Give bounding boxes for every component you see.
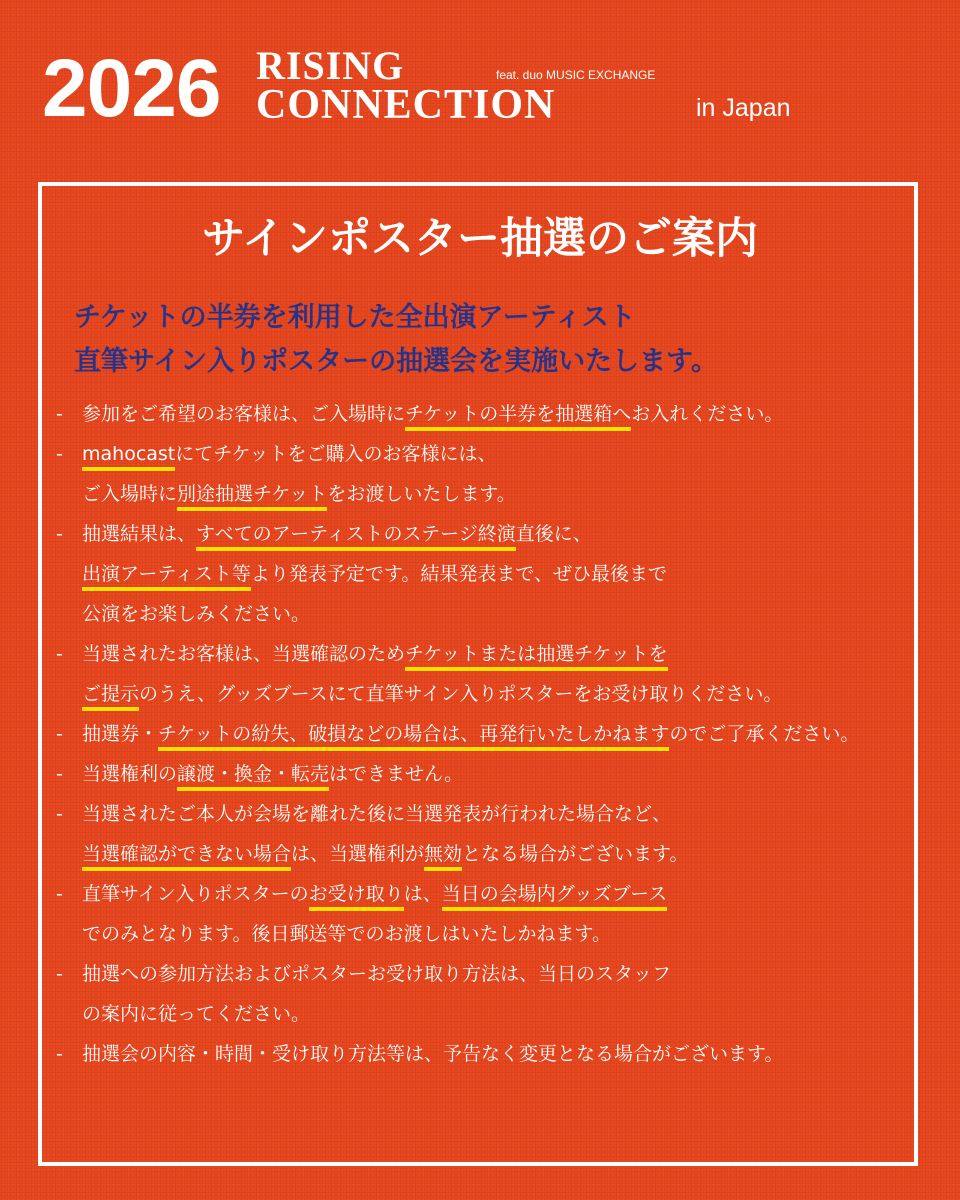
- text-segment: 抽選結果は、: [82, 523, 197, 545]
- notice-text: [82, 794, 910, 874]
- event-name-rising: RISING: [256, 43, 405, 88]
- notice-line: [82, 474, 910, 514]
- notice-line: [82, 874, 910, 914]
- notice-item: [50, 434, 910, 514]
- text-segment: をお渡しいたします。: [327, 483, 516, 505]
- bullet-dash: -: [56, 763, 63, 785]
- notice-line: [82, 554, 910, 594]
- notice-text: [82, 714, 910, 754]
- header: [0, 0, 960, 170]
- bullet-dash: -: [56, 723, 63, 745]
- bullet-dash: -: [56, 803, 63, 825]
- feat-label: feat. duo MUSIC EXCHANGE: [496, 68, 656, 82]
- notice-text: [82, 634, 910, 714]
- highlighted-text: 譲渡・換金・転売: [177, 763, 329, 791]
- notice-text: [82, 954, 910, 1034]
- notice-text: [82, 754, 910, 794]
- notice-list: [50, 394, 910, 1074]
- event-location: in Japan: [696, 94, 791, 122]
- subtitle-line: 直筆サイン入りポスターの抽選会を実施いたします。: [74, 346, 718, 377]
- notice-line: [82, 514, 910, 554]
- event-name-connection: CONNECTION: [256, 82, 556, 128]
- notice-item: [50, 634, 910, 714]
- page-title: サインポスター抽選のご案内: [202, 214, 758, 264]
- notice-item: [50, 754, 910, 794]
- text-segment: は、当選権利が: [291, 843, 425, 865]
- notice-line: [82, 394, 910, 434]
- notice-item: [50, 954, 910, 1034]
- notice-line: [82, 794, 910, 834]
- notice-item: [50, 514, 910, 634]
- text-segment: 公演をお楽しみください。: [82, 603, 311, 625]
- notice-line: [82, 994, 910, 1034]
- notice-item: [50, 794, 910, 874]
- highlighted-text: 無効: [424, 843, 462, 871]
- text-segment: より発表予定です。結果発表まで、ぜひ最後まで: [250, 563, 668, 585]
- highlighted-text: 当選確認ができない場合: [82, 843, 291, 871]
- highlighted-text: チケットの紛失、破損などの場合は、再発行いたしかねます: [158, 723, 669, 751]
- text-segment: のうえ、グッズブースにて直筆サイン入りポスターをお受け取りください。: [139, 683, 783, 705]
- bullet-dash: -: [56, 523, 63, 545]
- bullet-dash: -: [56, 883, 63, 905]
- notice-line: [82, 834, 910, 874]
- text-segment: 抽選券・: [82, 723, 159, 745]
- highlighted-text: ご提示: [82, 683, 139, 711]
- text-segment: 抽選への参加方法およびポスターお受け取り方法は、当日のスタッフ: [82, 963, 672, 985]
- text-segment: 直後に、: [515, 523, 592, 545]
- text-segment: 抽選会の内容・時間・受け取り方法等は、予告なく変更となる場合がございます。: [82, 1043, 784, 1065]
- text-segment: 直筆サイン入りポスターの: [82, 883, 309, 905]
- text-segment: 当選されたお客様は、当選確認のため: [82, 643, 406, 665]
- highlighted-text: 別途抽選チケット: [177, 483, 327, 511]
- notice-item: [50, 874, 910, 954]
- text-segment: となる場合がございます。: [462, 843, 689, 865]
- notice-text: [82, 514, 910, 634]
- text-segment: 参加をご希望のお客様は、ご入場時に: [82, 403, 406, 425]
- notice-line: [82, 1034, 910, 1074]
- text-segment: のでご了承ください。: [669, 723, 860, 745]
- notice-line: [82, 674, 910, 714]
- text-segment: の案内に従ってください。: [82, 1003, 311, 1025]
- notice-text: [82, 874, 910, 954]
- notice-line: [82, 634, 910, 674]
- notice-text: [82, 1034, 910, 1074]
- notice-line: [82, 754, 910, 794]
- highlighted-text: チケットの半券を抽選箱へ: [405, 403, 631, 431]
- highlighted-text: お受け取り: [309, 883, 404, 911]
- notice-line: [82, 714, 910, 754]
- notice-line: [82, 594, 910, 634]
- event-year: 2026: [42, 43, 221, 134]
- text-segment: にてチケットをご購入のお客様には、: [175, 443, 497, 465]
- text-segment: 当選されたご本人が会場を離れた後に当選発表が行われた場合など、: [82, 803, 672, 825]
- notice-line: [82, 914, 910, 954]
- text-segment: お入れください。: [631, 403, 784, 425]
- subtitle-line: チケットの半券を利用した全出演アーティスト: [74, 302, 636, 333]
- notice-item: [50, 714, 910, 754]
- bullet-dash: -: [56, 1043, 63, 1065]
- highlighted-text: 出演アーティスト等: [82, 563, 251, 591]
- highlighted-text: すべてのアーティストのステージ終演: [196, 523, 516, 551]
- text-segment: はできません。: [329, 763, 464, 785]
- notice-item: [50, 1034, 910, 1074]
- notice-item: [50, 394, 910, 434]
- highlighted-text: チケットまたは抽選チケットを: [405, 643, 668, 671]
- text-segment: は、: [403, 883, 442, 905]
- text-segment: ご入場時に: [82, 483, 178, 505]
- notice-line: [82, 434, 910, 474]
- notice-text: [82, 434, 910, 514]
- bullet-dash: -: [56, 963, 63, 985]
- highlighted-text: mahocast: [82, 443, 175, 471]
- bullet-dash: -: [56, 403, 63, 425]
- notice-line: [82, 954, 910, 994]
- notice-text: [82, 394, 910, 434]
- subtitle: [74, 296, 894, 384]
- bullet-dash: -: [56, 643, 63, 665]
- text-segment: でのみとなります。後日郵送等でのお渡しはいたしかねます。: [82, 923, 611, 945]
- text-segment: 当選権利の: [82, 763, 178, 785]
- highlighted-text: 当日の会場内グッズブース: [442, 883, 668, 911]
- bullet-dash: -: [56, 443, 63, 465]
